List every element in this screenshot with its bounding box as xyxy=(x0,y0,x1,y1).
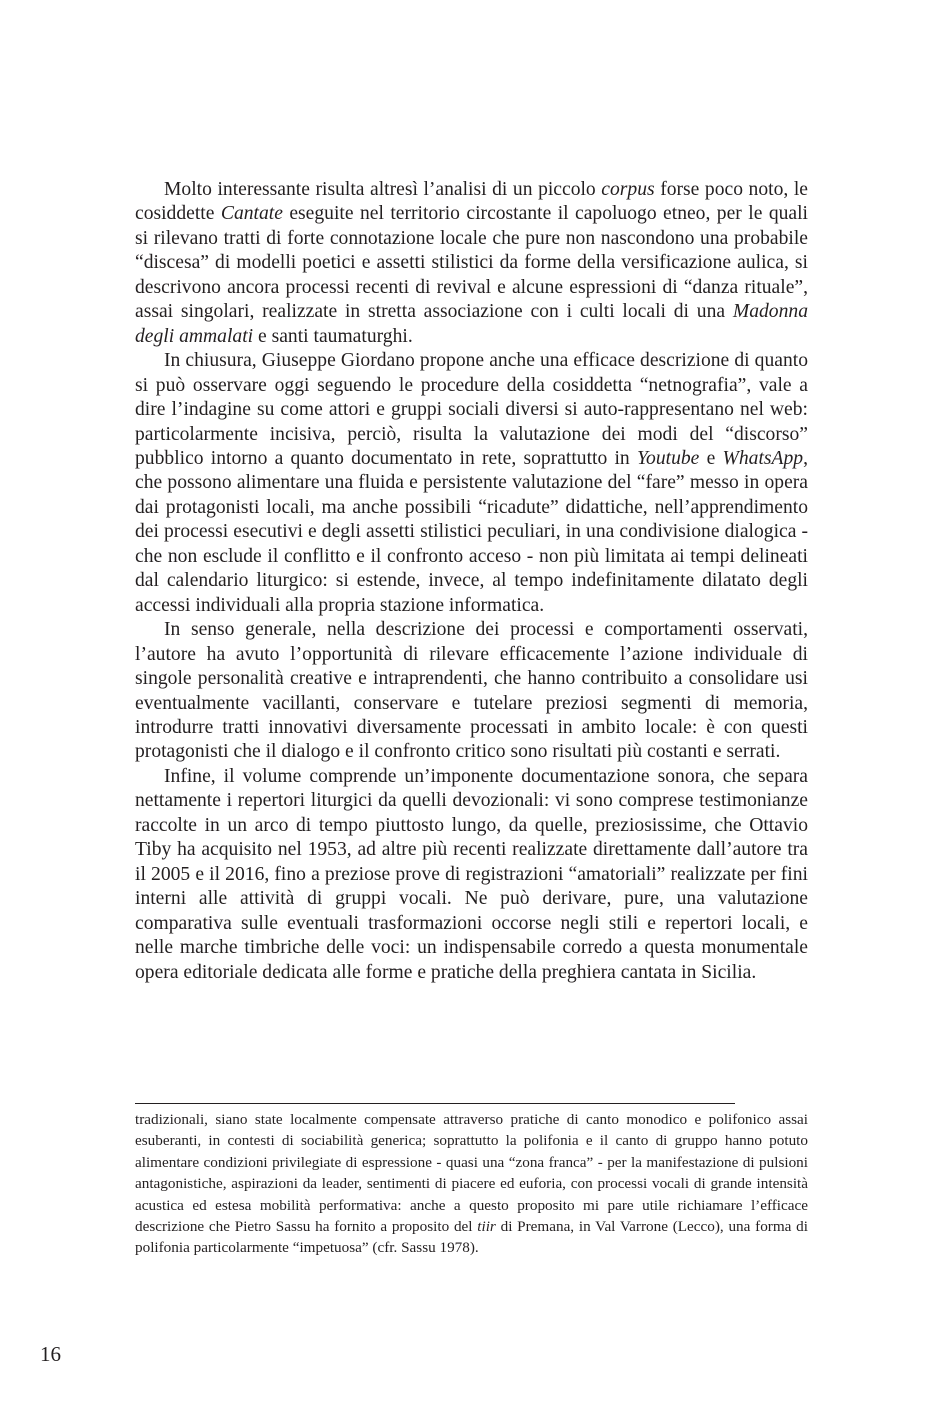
text-run: di Premana, in Val Varrone (Lecco), una forma di polifonia particolarmente “impetuosa” (cfr. Sassu 1978). xyxy=(135,1218,808,1257)
text-run: In senso generale, nella descrizione dei processi e comportamenti osservati, l’autore ha avuto l’opportunità di rilevare efficacemente l’azione individuale di singole personalità creative e intraprendenti, che hanno contribuito a consolidare usi eventualmente vacillanti, conservare e tutelare preziosi segmenti di memoria, introdurre tratti innovativi diversamente processati in ambito locale: è con questi protagonisti che il dialogo e il confronto critico sono risultati più costanti e serrati. xyxy=(135,619,808,763)
paragraph xyxy=(135,178,808,349)
italic-term: WhatsApp xyxy=(722,447,804,469)
text-run: In chiusura, Giuseppe Giordano propone anche una efficace descrizione di quanto si può osservare oggi seguendo le procedure della cosiddetta “netnografia”, vale a dire l’indagine su come attori e gruppi sociali diversi si auto-rappresentano nel web: particolarmente incisiva, perciò, risulta la valutazione dei modi del “discorso” pubblico intorno a quanto documentato in rete, soprattutto in xyxy=(135,350,808,469)
paragraph xyxy=(135,765,808,985)
body-text xyxy=(135,178,808,985)
italic-term: tiir xyxy=(477,1218,496,1236)
footnote xyxy=(135,1109,808,1259)
paragraph xyxy=(135,349,808,618)
text-run: e santi taumaturghi. xyxy=(253,325,413,347)
italic-term: corpus xyxy=(601,179,655,200)
paragraph xyxy=(135,618,808,765)
text-run: Molto interessante risulta altresì l’analisi di un piccolo xyxy=(164,179,602,200)
page-number: 16 xyxy=(40,1342,61,1366)
text-run: e xyxy=(699,447,723,469)
footnote-separator xyxy=(135,1103,735,1104)
italic-term: Youtube xyxy=(636,447,700,469)
text-run: , che possono alimentare una fluida e persistente valutazione del “fare” messo in opera dai protagonisti locali, ma anche possibili “ricadute” didattiche, nell’apprendimento dei processi esecutivi e degli assetti stilistici peculiari, in una condivisione dialogica - che non esclude il conflitto e il confronto acceso - non più limitata ai tempi delineati dal calendario liturgico: si estende, invece, al tempo indefinitamente dilatato degli accessi individuali alla propria stazione informatica. xyxy=(135,447,808,616)
italic-term: Cantate xyxy=(220,203,283,225)
italic-term: Madonna degli ammalati xyxy=(135,301,808,347)
footnote-text xyxy=(135,1109,808,1259)
text-run: Infine, il volume comprende un’imponente documentazione sonora, che separa nettamente i repertori liturgici da quelli devozionali: vi sono comprese testimonianze raccolte in un arco di tempo piuttosto lungo, da quelle, preziosissime, che Ottavio Tiby ha acquisito nel 1953, ad altre più recenti realizzate direttamente dall’autore tra il 2005 e il 2016, fino a preziose prove di registrazioni “amatoriali” realizzate per fini interni alle attività di gruppi vocali. Ne può derivare, pure, una valutazione comparativa sulle eventuali trasformazioni occorse negli stili e repertori locali, e nelle marche timbriche delle voci: un indispensabile corredo a questa monumentale opera editoriale dedicata alle forme e pratiche della preghiera cantata in Sicilia. xyxy=(135,765,808,983)
text-run: eseguite nel territorio circostante il capoluogo etneo, per le quali si rilevano tratti di forte connotazione locale che pure non nascondono una probabile “discesa” di modelli poetici e assetti stilistici da forme della versificazione aulica, si descrivono ancora processi recenti di revival e alcune espressioni di “danza rituale”, assai singolari, realizzate in stretta associazione con i culti locali di una xyxy=(135,203,808,323)
text-run: forse poco noto, le cosiddette xyxy=(135,179,808,225)
text-run: tradizionali, siano state localmente compensate attraverso pratiche di canto monodico e polifonico assai esuberanti, in contesti di sociabilità generica; soprattutto la polifonia e il canto di gruppo hanno potuto alimentare condizioni privilegiate di espressione - quasi una “zona franca” - per la manifestazione di pulsioni antagonistiche, aspirazioni da leader, sentimenti di piacere ed euforia, con processi vocali di grande intensità acustica ed estesa mobilità performativa: anche a questo proposito mi pare utile richiamare l’efficace descrizione che Pietro Sassu ha fornito a proposito del xyxy=(135,1111,808,1236)
